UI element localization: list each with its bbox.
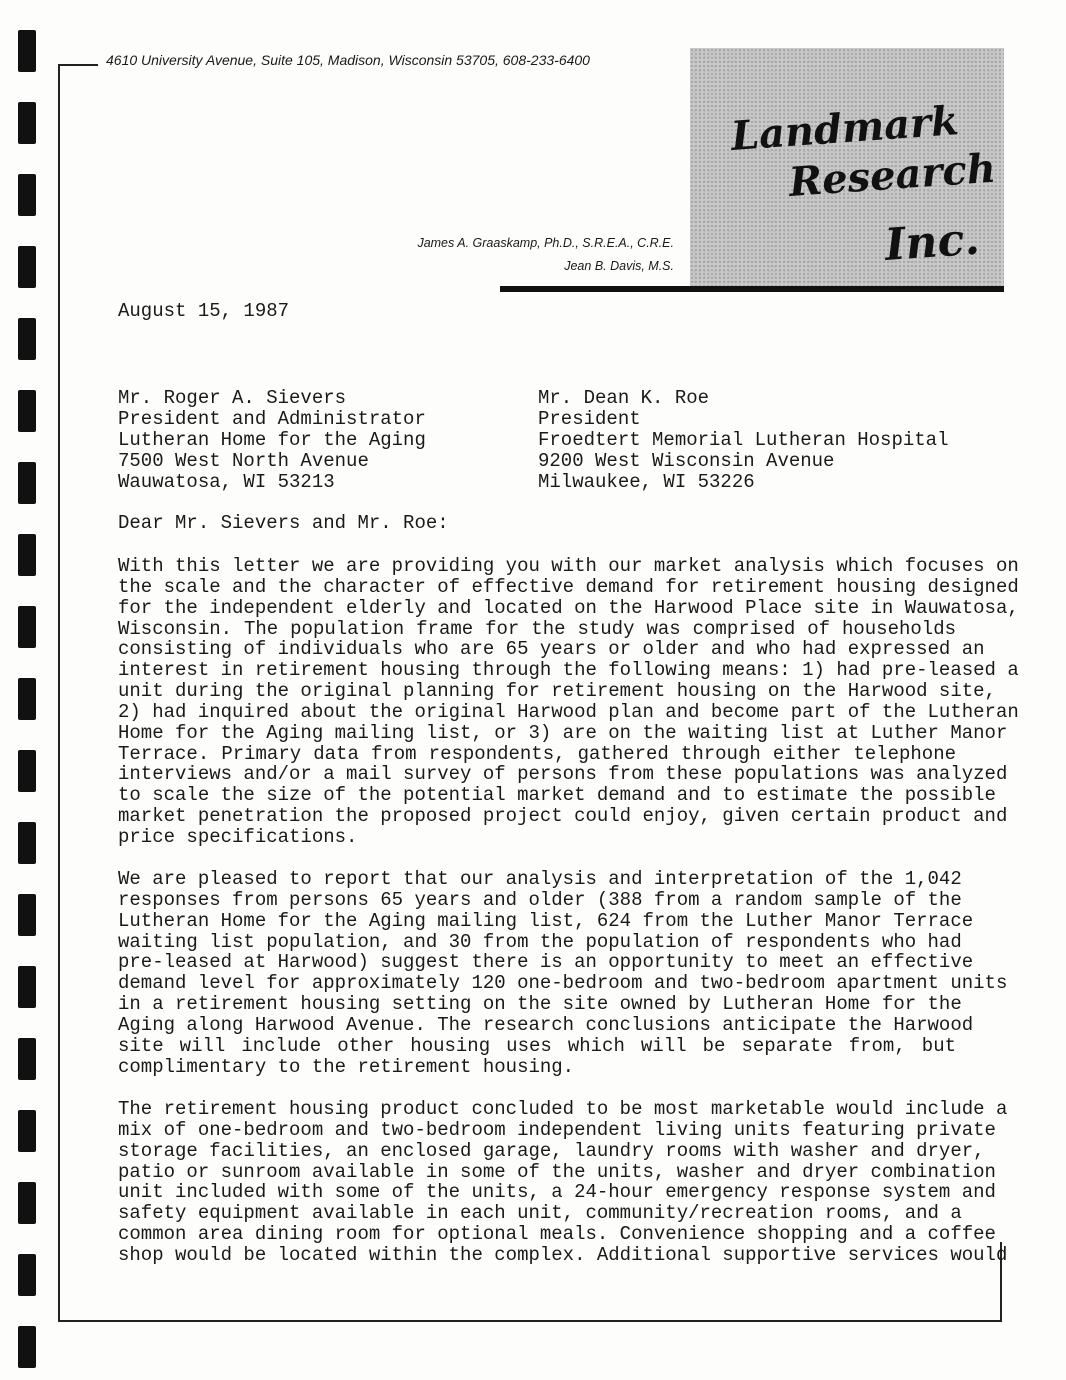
body-paragraph-3	[118, 1098, 1008, 1266]
salutation: Dear Mr. Sievers and Mr. Roe:	[118, 512, 449, 534]
address-line: Wauwatosa, WI 53213	[118, 471, 335, 493]
text-line: to scale the size of the potential market demand and to estimate the possible	[118, 784, 996, 807]
text-line: responses from persons 65 years and older (388 from a random sample of the	[118, 888, 962, 911]
text-line: Aging along Harwood Avenue. The research conclusions anticipate the Harwood	[118, 1013, 974, 1036]
address-line: Milwaukee, WI 53226	[538, 471, 755, 493]
text-line: Home for the Aging mailing list, or 3) are on the waiting list at Luther Manor	[118, 721, 1008, 744]
text-line: market penetration the proposed project could enjoy, given certain product and	[118, 805, 1008, 828]
text-line: shop would be located within the complex. Additional supportive services would	[118, 1243, 1008, 1266]
address-line: Lutheran Home for the Aging	[118, 429, 426, 451]
text-line: unit during the original planning for retirement housing on the Harwood site,	[118, 680, 996, 703]
logo-line-1: Landmark	[729, 97, 961, 160]
text-line: 2) had inquired about the original Harwood plan and become part of the Lutheran	[118, 700, 1019, 723]
text-line: mix of one-bedroom and two-bedroom independent living units featuring private	[118, 1118, 996, 1141]
text-line: consisting of individuals who are 65 years or older and who had expressed an	[118, 638, 985, 661]
frame-border-left	[58, 64, 60, 1322]
address-line: Mr. Dean K. Roe	[538, 387, 710, 409]
logo-line-2: Research	[787, 144, 998, 206]
body-paragraph-2	[118, 868, 1008, 1078]
text-line: unit included with some of the units, a 24-hour emergency response system and	[118, 1181, 996, 1204]
binder-holes	[18, 30, 38, 1370]
logo-wordmark	[690, 48, 1004, 286]
address-line: President	[538, 408, 641, 430]
letter-date: August 15, 1987	[118, 300, 290, 322]
text-line: The retirement housing product concluded to be most marketable would include a	[118, 1098, 1008, 1120]
address-line: 7500 West North Avenue	[118, 450, 369, 472]
text-line: patio or sunroom available in some of the units, washer and dryer combination	[118, 1160, 996, 1183]
staff-name: Jean B. Davis, M.S.	[564, 259, 674, 273]
body-paragraph-1	[118, 555, 1019, 848]
address-line: Mr. Roger A. Sievers	[118, 387, 347, 409]
text-line: interviews and/or a mail survey of persons from these populations was analyzed	[118, 763, 1008, 786]
logo-line-3: Inc.	[883, 213, 982, 271]
text-line: pre-leased at Harwood) suggest there is an opportunity to meet an effective	[118, 951, 974, 974]
text-line: storage facilities, an enclosed garage, laundry rooms with washer and dryer,	[118, 1139, 985, 1162]
letterhead-staff	[417, 232, 674, 278]
text-line: price specifications.	[118, 825, 358, 848]
text-line: complimentary to the retirement housing.	[118, 1055, 575, 1078]
text-line: We are pleased to report that our analysis and interpretation of the 1,042	[118, 868, 962, 890]
text-line: demand level for approximately 120 one-bedroom and two-bedroom apartment units	[118, 972, 1008, 995]
text-line: With this letter we are providing you with our market analysis which focuses on	[118, 555, 1019, 577]
frame-border-bottom	[58, 1320, 1002, 1322]
text-line: the scale and the character of effective demand for retirement housing designed	[118, 575, 1019, 598]
frame-border-top	[58, 64, 98, 66]
text-line: interest in retirement housing through the following means: 1) had pre-leased a	[118, 659, 1019, 682]
text-line: Wisconsin. The population frame for the study was comprised of households	[118, 617, 956, 640]
recipient-left	[118, 388, 426, 493]
letterhead-rule	[500, 286, 1004, 292]
text-line: waiting list population, and 30 from the population of respondents who had	[118, 930, 962, 953]
address-line: Froedtert Memorial Lutheran Hospital	[538, 429, 949, 451]
text-line: site will include other housing uses which will be separate from, but	[118, 1034, 956, 1057]
text-line: safety equipment available in each unit, community/recreation rooms, and a	[118, 1202, 962, 1225]
text-line: in a retirement housing setting on the site owned by Lutheran Home for the	[118, 993, 962, 1016]
recipient-right	[538, 388, 948, 493]
company-logo	[690, 48, 1004, 286]
text-line: Terrace. Primary data from respondents, gathered through either telephone	[118, 742, 956, 765]
text-line: common area dining room for optional meals. Convenience shopping and a coffee	[118, 1223, 996, 1246]
letterhead-address: 4610 University Avenue, Suite 105, Madison, Wisconsin 53705, 608-233-6400	[106, 52, 590, 68]
text-line: for the independent elderly and located on the Harwood Place site in Wauwatosa,	[118, 596, 1019, 619]
text-line: Lutheran Home for the Aging mailing list, 624 from the Luther Manor Terrace	[118, 909, 974, 932]
address-line: President and Administrator	[118, 408, 426, 430]
address-line: 9200 West Wisconsin Avenue	[538, 450, 835, 472]
staff-name: James A. Graaskamp, Ph.D., S.R.E.A., C.R.E.	[417, 236, 674, 250]
